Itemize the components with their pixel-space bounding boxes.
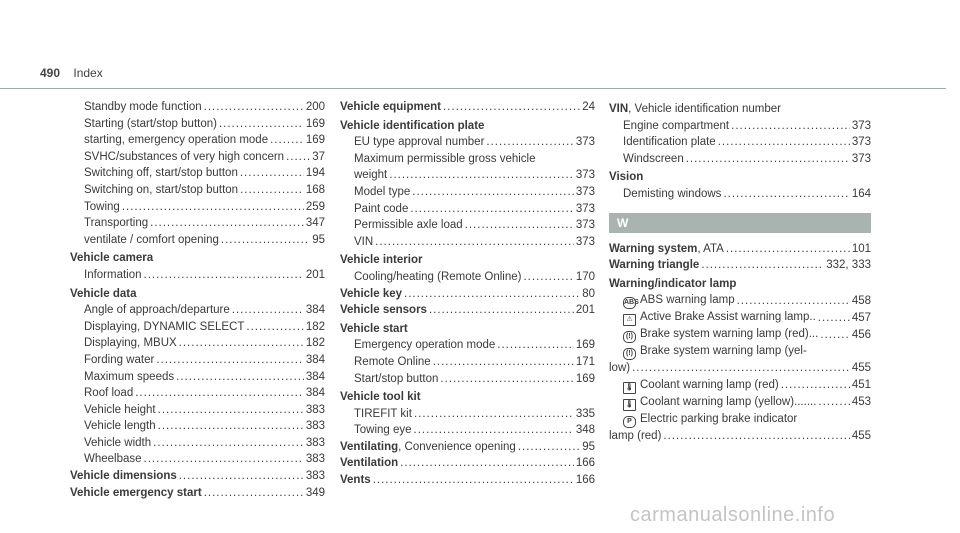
page-reference[interactable]: 201 [575,304,595,317]
index-entry-term: Ventilation [340,457,399,470]
index-entry-label: Roof load [84,387,134,400]
page-reference[interactable]: 80 [582,287,595,300]
index-entry[interactable] [70,369,325,386]
leader-dots [375,234,574,251]
leader-dots [144,451,304,468]
index-entry-term: Vehicle sensors [340,304,427,317]
index-entry-label: Start/stop button [354,372,439,385]
index-entry-label [609,257,699,274]
index-entry-label: Vehicle length [84,420,156,433]
page-reference[interactable]: 384 [305,304,325,317]
index-entry[interactable] [70,267,325,284]
index-entry-text: Active Brake Assist warning lamp.. [640,311,816,324]
index-entry-label [340,99,441,116]
index-entry-label: Transporting [84,217,149,230]
index-entry-label: Permissible axle load [354,219,463,232]
index-entry[interactable] [609,428,871,445]
page-reference[interactable]: 348 [575,424,595,437]
index-entry[interactable] [70,451,325,468]
page-reference[interactable]: 458 [851,294,871,307]
page-reference[interactable]: 194 [305,167,325,180]
leader-dots [144,267,304,284]
index-entry[interactable] [609,360,871,377]
leader-dots [219,116,304,133]
page-reference[interactable]: 456 [851,328,871,341]
index-entry-label: VIN [354,235,374,248]
index-entry[interactable] [70,485,325,502]
index-entry[interactable] [609,292,871,309]
page-reference[interactable]: 169 [575,339,595,352]
leader-dots [400,455,574,472]
index-entry-label [340,302,427,319]
index-entry[interactable] [340,99,595,116]
index-entry-label: Engine compartment [623,119,730,132]
leader-dots [204,99,304,116]
index-column-1 [70,99,325,501]
leader-dots [270,132,304,149]
index-entry[interactable] [70,182,325,199]
leader-dots [158,418,304,435]
index-entry-label: Demisting windows [623,187,722,200]
page-reference[interactable]: 335 [575,407,595,420]
leader-dots [410,201,573,218]
page-reference[interactable]: 349 [305,486,325,499]
index-entry-continued [609,343,871,360]
leader-dots [122,199,304,216]
page-reference[interactable]: 347 [305,217,325,230]
leader-dots [440,371,573,388]
leader-dots [414,422,574,439]
index-entry-label: Windscreen [623,152,684,165]
page-reference[interactable]: 373 [575,169,595,182]
leader-dots [443,99,580,116]
page-header [40,66,103,80]
index-entry[interactable] [609,257,871,274]
index-heading[interactable] [340,389,595,406]
index-entry-subterm: , Convenience opening [398,440,516,453]
index-column-3 [609,99,871,445]
index-entry[interactable] [609,241,871,258]
index-entry-label: Towing [84,200,120,213]
leader-dots [286,149,310,166]
page-reference[interactable]: 373 [851,152,871,165]
index-entry-label: Model type [354,185,411,198]
page-reference[interactable]: 455 [851,362,871,375]
index-entry[interactable] [609,326,871,343]
index-heading-label: Vision [609,171,644,184]
index-heading-label: VIN [609,103,629,115]
index-entry[interactable] [340,134,595,151]
page-reference[interactable]: 384 [305,370,325,383]
index-heading[interactable] [340,118,595,135]
page-reference[interactable]: 169 [575,372,595,385]
leader-dots [718,134,850,151]
leader-dots [818,310,850,327]
leader-dots [818,394,849,411]
index-entry[interactable] [70,352,325,369]
leader-dots [726,241,850,258]
index-entry-label [623,377,779,394]
index-entry[interactable] [340,184,595,201]
index-heading[interactable] [70,286,325,303]
index-entry-label: Angle of approach/departure [84,304,230,317]
leader-dots [135,385,304,402]
leader-dots [153,435,304,452]
index-heading[interactable] [70,250,325,267]
header-rule [0,88,946,89]
index-entry[interactable] [340,337,595,354]
coolant-warning-lamp-yellow-icon: 🌡 [623,399,636,411]
index-entry[interactable] [340,406,595,423]
index-entry-label [70,468,177,485]
leader-dots [486,134,573,151]
index-entry-label: lamp (red) [609,429,662,442]
page-reference[interactable]: 373 [575,136,595,149]
index-heading[interactable] [609,101,871,118]
page-reference[interactable]: 171 [575,355,595,368]
page-reference[interactable]: 383 [305,470,325,483]
page-reference[interactable]: 373 [851,119,871,132]
index-entry-text: Brake system warning lamp (yel- [640,345,807,358]
index-column-3-bottom [609,241,871,445]
index-entry[interactable] [70,418,325,435]
leader-dots [412,184,574,201]
page-reference[interactable]: 182 [305,337,325,350]
index-entry[interactable] [340,234,595,251]
index-entry-term: Vehicle dimensions [70,470,177,483]
index-entry-label [340,286,402,303]
page-reference[interactable]: 259 [305,200,325,213]
index-entry[interactable] [70,468,325,485]
leader-dots [240,165,304,182]
page-reference[interactable]: 169 [305,134,325,147]
index-entry[interactable] [609,151,871,168]
index-entry[interactable] [70,215,325,232]
index-entry-label: Starting (start/stop button) [84,117,217,130]
index-entry-label: Paint code [354,202,409,215]
index-entry-label: Displaying, DYNAMIC SELECT [84,320,245,333]
index-entry[interactable] [70,165,325,182]
leader-dots [429,302,574,319]
index-entry-subterm: , ATA [697,242,724,255]
page-reference[interactable]: 166 [575,457,595,470]
leader-dots [232,302,304,319]
index-entry-continued: Maximum permissible gross vehicle [354,152,536,165]
index-entry-term: Vehicle key [340,287,403,300]
index-entry-label: Vehicle width [84,436,152,449]
leader-dots [179,468,304,485]
index-entry-label: starting, emergency operation mode [84,134,269,147]
page-reference[interactable]: 451 [851,379,871,392]
index-entry-term: Warning triangle [609,259,700,272]
index-entry-continued [609,411,871,428]
page-reference[interactable]: 37 [312,150,325,163]
index-entry[interactable] [609,377,871,394]
index-entry-term: Vehicle emergency start [70,486,202,499]
index-heading[interactable] [609,169,871,186]
index-entry-label: low) [609,362,631,375]
index-heading-label: Vehicle data [70,287,137,300]
index-entry-label: Cooling/heating (Remote Online) [354,270,522,283]
index-heading-label: Vehicle camera [70,252,154,265]
index-entry-label: Displaying, MBUX [84,337,177,350]
page-reference[interactable]: 332, 333 [826,259,871,272]
index-entry-label: Remote Online [354,355,431,368]
index-entry[interactable] [340,201,595,218]
index-entry[interactable] [609,394,871,411]
index-entry[interactable] [340,217,595,234]
index-entry[interactable] [340,422,595,439]
leader-dots [150,215,304,232]
index-entry[interactable] [70,149,325,166]
page-reference[interactable]: 95 [312,233,325,246]
leader-dots [179,335,304,352]
index-entry-label [623,309,816,326]
index-entry-label: Vehicle height [84,403,156,416]
page-reference[interactable]: 373 [575,235,595,248]
index-entry[interactable] [609,186,871,203]
index-entry[interactable] [340,439,595,456]
index-entry[interactable] [70,116,325,133]
index-entry-label: EU type approval number [354,136,485,149]
index-entry-label: Switching on, start/stop button [84,183,239,196]
index-entry-label: Maximum speeds [84,370,175,383]
leader-dots [373,472,574,489]
page-reference[interactable]: 383 [305,420,325,433]
page-reference[interactable]: 384 [305,353,325,366]
page-reference[interactable]: 201 [305,268,325,281]
index-entry[interactable] [340,269,595,286]
page-reference[interactable]: 457 [851,311,871,324]
page-reference[interactable]: 168 [305,183,325,196]
page-reference[interactable]: 384 [305,387,325,400]
index-entry-label [340,472,371,489]
leader-dots [404,286,580,303]
index-entry[interactable] [609,309,871,326]
index-heading[interactable] [340,321,595,338]
index-entry[interactable] [70,402,325,419]
brake-system-warning-lamp-yellow-icon: (!) [623,348,636,360]
index-entry[interactable] [340,354,595,371]
index-entry-text: Electric parking brake indicator [640,412,798,425]
index-entry-label: ventilate / comfort opening [84,233,219,246]
leader-dots [221,232,310,249]
index-entry-label [623,292,735,309]
leader-dots [156,352,304,369]
index-entry-text: ABS warning lamp [640,294,735,307]
index-heading-label: Warning/indicator lamp [609,277,737,290]
index-entry[interactable] [70,302,325,319]
leader-dots [433,354,574,371]
index-heading[interactable] [340,252,595,269]
index-entry-label: Towing eye [354,424,412,437]
page-reference[interactable]: 182 [305,320,325,333]
index-entry-label: Emergency operation mode [354,339,496,352]
index-entry[interactable] [609,118,871,135]
page-reference[interactable]: 95 [582,440,595,453]
page-reference[interactable]: 101 [851,242,871,255]
page-number: 490 [40,66,61,80]
page-reference[interactable]: 383 [305,403,325,416]
page-reference[interactable]: 164 [851,187,871,200]
leader-dots [632,360,850,377]
index-entry-label: Wheelbase [84,453,142,466]
index-heading-subterm: , Vehicle identification number [628,103,781,115]
abs-warning-lamp-icon: ABS [623,297,636,309]
page-reference[interactable]: 373 [851,136,871,149]
index-entry-label [623,394,816,411]
index-entry-term: Vehicle equipment [340,101,441,113]
leader-dots [686,151,850,168]
index-column-2 [340,99,595,489]
leader-dots [389,167,574,184]
index-entry-text: Coolant warning lamp (red) [640,378,779,391]
index-entry-label: weight [354,169,388,182]
index-entry-label: Fording water [84,353,155,366]
leader-dots [737,293,850,310]
leader-dots [158,402,304,419]
page-reference[interactable]: 200 [305,101,325,113]
index-heading-label: Vehicle identification plate [340,119,485,132]
leader-dots [731,118,850,135]
index-entry[interactable] [70,132,325,149]
index-entry-text: Coolant warning lamp (yellow)....... [640,395,817,408]
page-reference[interactable]: 373 [575,185,595,198]
index-entry-term: Warning system [609,242,698,255]
leader-dots [204,485,304,502]
page-reference[interactable]: 373 [575,202,595,215]
page-reference[interactable]: 169 [305,117,325,130]
index-letter-heading: W [609,213,871,233]
page-reference[interactable]: 383 [305,453,325,466]
index-entry[interactable] [70,385,325,402]
leader-dots [820,327,850,344]
leader-dots [663,428,849,445]
leader-dots [414,406,574,423]
coolant-warning-lamp-red-icon: 🌡 [623,382,636,394]
index-entry-term: Ventilating [340,440,399,453]
index-entry-text: Brake system warning lamp (red)... [640,328,819,341]
index-entry-label: Identification plate [623,136,716,149]
leader-dots [781,377,850,394]
index-entry-label [340,439,516,456]
page-reference[interactable]: 373 [575,219,595,232]
index-entry[interactable] [70,435,325,452]
index-entry-label [70,485,202,502]
index-entry-label: Standby mode function [84,101,202,113]
index-entry-label [623,326,818,343]
index-entry[interactable] [340,472,595,489]
page-reference[interactable]: 24 [582,101,595,113]
index-entry-term: Vents [340,474,371,487]
leader-dots [497,337,574,354]
page-reference[interactable]: 383 [305,436,325,449]
index-entry[interactable] [340,371,595,388]
leader-dots [246,319,303,336]
index-entry-label [609,241,724,258]
leader-dots [465,217,574,234]
brake-assist-warning-lamp-icon: ⚠ [623,314,636,326]
index-entry-label: Switching off, start/stop button [84,167,238,180]
index-entry[interactable] [70,199,325,216]
index-entry[interactable] [70,232,325,249]
index-entry[interactable] [609,134,871,151]
index-entry[interactable] [70,99,325,116]
leader-dots [518,439,580,456]
index-heading[interactable] [609,276,871,293]
index-entry[interactable] [340,286,595,303]
watermark: carmanualsonline.info [630,504,836,526]
page-reference[interactable]: 166 [575,474,595,487]
page-reference[interactable]: 453 [851,396,871,409]
leader-dots [176,369,304,386]
index-entry[interactable] [340,455,595,472]
page-reference[interactable]: 170 [575,270,595,283]
index-entry-label: Information [84,268,142,281]
page-reference[interactable]: 455 [851,429,871,442]
index-entry[interactable] [70,335,325,352]
index-entry[interactable] [340,167,595,184]
index-entry-label: TIREFIT kit [354,407,412,420]
leader-dots [240,182,304,199]
page-section-title: Index [73,66,103,80]
index-entry[interactable] [340,302,595,319]
index-entry[interactable] [70,319,325,336]
index-heading-label: Vehicle interior [340,254,423,267]
index-entry-label [340,455,398,472]
leader-dots [523,269,573,286]
leader-dots [701,257,824,274]
index-column-3-top [609,101,871,203]
parking-brake-indicator-icon: P [623,416,636,428]
index-heading-label: Vehicle start [340,322,408,335]
index-entry-label: SVHC/substances of very high concern [84,150,285,163]
brake-system-warning-lamp-red-icon: (!) [623,331,636,343]
leader-dots [723,186,849,203]
index-heading-label: Vehicle tool kit [340,391,421,404]
